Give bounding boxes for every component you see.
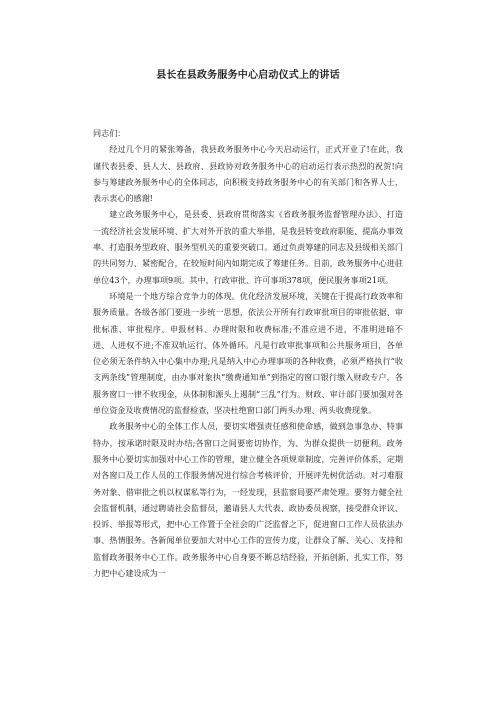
paragraph-2: 建立政务服务中心，是县委、县政府贯彻落实《省政务服务监督管理办法》、打造一流经济社会发展环境、扩大对外开放的重大举措，是我县转变政府职能、提高办事效率、打造服务型政府、服务型机关的重要突破口。通过负责筹建的同志及县级相关部门的共同努力、紧密配合，在较短时间内如期完成了筹建任务。目前，政务服务中心进驻单位43个，办理事项9项。其中，行政审批、许可事项378项，便民服务事项21项。: [93, 209, 403, 285]
paragraph-1: 经过几个月的紧张筹备，我县政务服务中心今天启动运行，正式开业了!在此，我谨代表县委、县人大、县政府、县政协对政务服务中心的启动运行表示热烈的祝贺!向参与筹建政务服务中心的全体同志，向积极支持政务服务中心的有关部门和各界人士，表示衷心的感谢!: [93, 144, 403, 204]
document-title: 县长在县政务服务中心启动仪式上的讲话: [156, 70, 340, 81]
salutation: 同志们：: [93, 128, 126, 138]
document-body: [93, 125, 403, 581]
paragraph-4: 政务服务中心的全体工作人员，要切实增强责任感和使命感，做到急事急办、特事特办，按承诺时限及时办结;各窗口之间要密切协作，为、为群众提供一切便利。政务服务中心要切实加强对中心工作的管理，建立健全各项规章制度，完善评价体系，定期对各窗口及工作人员的工作服务情况进行综合考核评价，开展评先树优活动。对刁难服务对象、借审批之机以权谋私等行为，一经发现，县监察局要严肃处理。要努力健全社会监督机制，通过聘请社会监督员，邀请县人大代表、政协委员视察，接受群众评议、投诉、举报等形式，把中心工作置于全社会的广泛监督之下，促进窗口工作人员依法办事、热情服务。各新闻单位要加大对中心工作的宣传力度，让群众了解、关心、支持和监督政务服务中心工作。政务服务中心自身要不断总结经验，开拓创新，扎实工作，努力把中心建设成为一: [93, 421, 403, 579]
paragraph-3: 环境是一个地方综合竞争力的体现。优化经济发展环境，关键在于提高行政效率和服务质量。各级各部门要进一步统一思想，依法公开所有行政审批项目的审批依据、审批标准、审批程序、申报材料、办理时限和收费标准;不准应进不进，不准明进暗不进、人进权不进;不准双轨运行、体外循环。凡是行政审批事项和公共服务项目，各单位必须无条件纳入中心集中办理;凡是纳入中心办理事项的各种收费，必须严格执行“收支两条线”管理制度，由办事对象执“缴费通知单”到指定的窗口银行缴入财政专户，各服务窗口一律不收现金，从体制和源头上遏制“三乱”行为。财政、审计部门要加强对各单位资金及收费情况的监督检查，坚决杜绝窗口部门两头办理、两头收费现象。: [93, 290, 403, 416]
